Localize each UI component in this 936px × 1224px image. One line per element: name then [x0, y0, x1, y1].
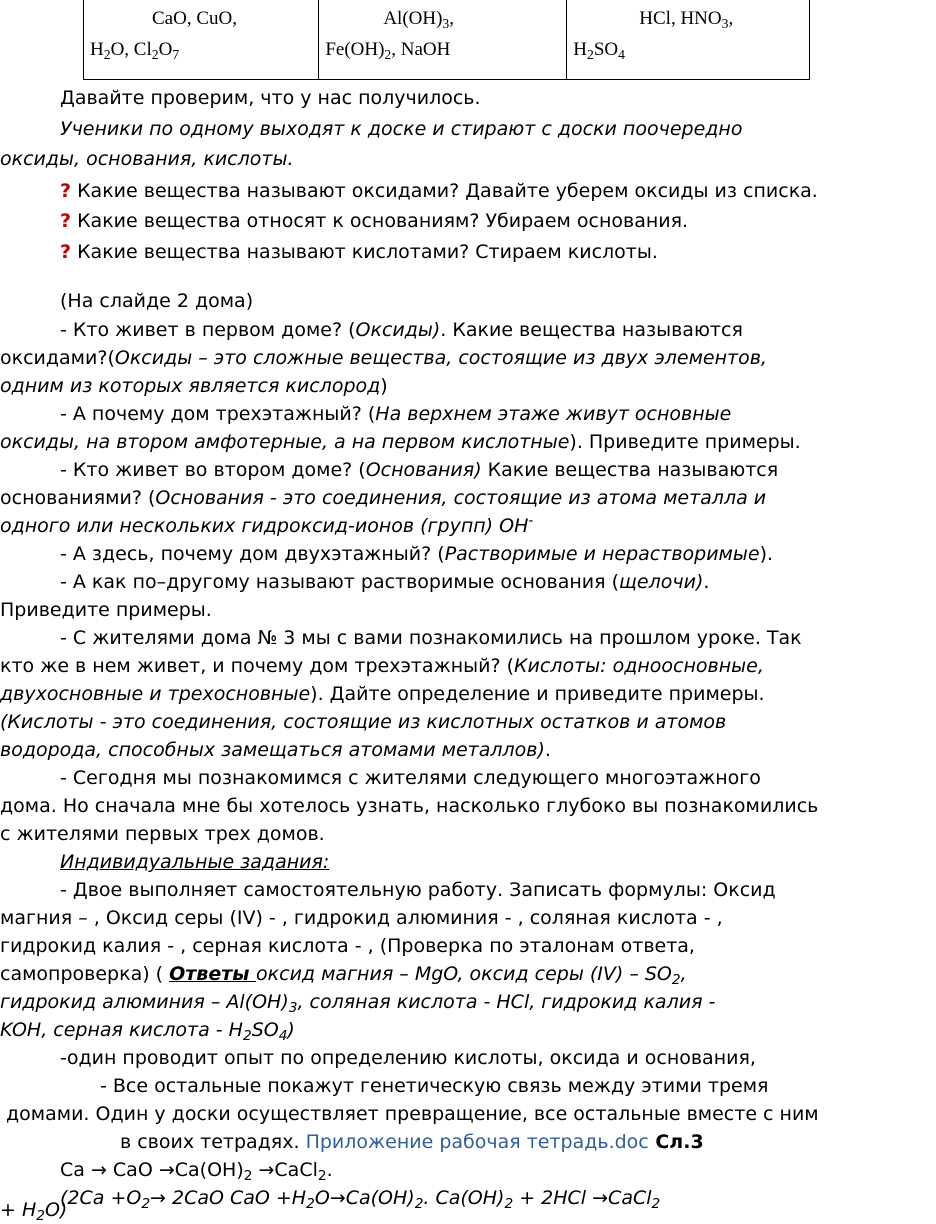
paragraph: оксиды, основания, кислоты.: [0, 148, 294, 170]
paragraph: основаниями? (Основания - это соединения, состоящие из атома металла и: [0, 487, 767, 509]
paragraph: оксидами?(Оксиды – это сложные вещества, состоящие из двух элементов,: [0, 347, 767, 369]
paragraph: - А как по–другому называют растворимые основания (щелочи).: [60, 571, 710, 593]
paragraph: кто же в нем живет, и почему дом трехэтажный? (Кислоты: одноосновные,: [0, 655, 764, 677]
workbook-attachment-link[interactable]: Приложение рабочая тетрадь.doc: [305, 1131, 649, 1153]
paragraph: - А здесь, почему дом двухэтажный? (Растворимые и нерастворимые).: [60, 543, 774, 565]
question-line: ? Какие вещества относят к основаниям? Убираем основания.: [60, 210, 689, 232]
paragraph: - Кто живет в первом доме? (Оксиды). Какие вещества называются: [60, 319, 743, 341]
cell-text: $Fe(OH)_2$, NaOH: [325, 39, 451, 62]
right-arrow-icon: →: [158, 1159, 175, 1181]
table-cell-bases: [319, 0, 567, 80]
substances-table: [83, 0, 810, 80]
cell-text: $Al(OH)_3$,: [383, 8, 455, 31]
right-arrow-icon: →: [592, 1187, 609, 1209]
paragraph: - С жителями дома № 3 мы с вами познакомились на прошлом уроке. Так: [60, 627, 802, 649]
cell-text: $H_2SO_4$: [573, 39, 625, 62]
question-mark-icon: ?: [60, 180, 72, 202]
paragraph: Ученики по одному выходят к доске и стирают с доски поочередно: [60, 118, 743, 140]
paragraph: одного или нескольких гидроксид-ионов (групп) OH-: [0, 512, 534, 537]
paragraph: - Сегодня мы познакомимся с жителями следующего многоэтажного: [60, 767, 761, 789]
right-arrow-icon: →: [90, 1159, 107, 1181]
paragraph: (На слайде 2 дома): [60, 290, 254, 312]
cell-text: $H_2O$, $Cl_2O_7$: [90, 39, 180, 62]
paragraph: - Кто живет во втором доме? (Основания) Какие вещества называются: [60, 459, 779, 481]
paragraph: двухосновные и трехосновные). Дайте определение и приведите примеры.: [0, 683, 765, 705]
paragraph: KOH, серная кислота - $H_2SO_4$): [0, 1019, 295, 1044]
question-line: ? Какие вещества называют оксидами? Давайте уберем оксиды из списка.: [60, 180, 818, 202]
cell-text: CaO, CuO,: [152, 8, 237, 29]
paragraph: домами. Один у доски осуществляет превращение, все остальные вместе с ним: [6, 1103, 819, 1125]
paragraph: (Кислоты - это соединения, состоящие из кислотных остатков и атомов: [0, 711, 727, 733]
paragraph: оксиды, на втором амфотерные, а на первом кислотные). Приведите примеры.: [0, 431, 801, 453]
paragraph: - Двое выполняет самостоятельную работу. Записать формулы: Оксид: [60, 879, 776, 901]
right-arrow-icon: →: [329, 1187, 346, 1209]
paragraph: Приведите примеры.: [0, 599, 212, 621]
paragraph: с жителями первых трех домов.: [0, 823, 325, 845]
paragraph: -один проводит опыт по определению кислоты, оксида и основания,: [60, 1047, 756, 1069]
cell-text: HCl, $HNO_3$,: [639, 8, 734, 31]
right-arrow-icon: →: [150, 1187, 166, 1209]
paragraph: - А почему дом трехэтажный? (На верхнем этаже живут основные: [60, 403, 732, 425]
question-mark-icon: ?: [60, 241, 72, 263]
paragraph: - Все остальные покажут генетическую связь между этими тремя: [100, 1075, 769, 1097]
paragraph: гидрокид калия - , серная кислота - , (Проверка по эталонам ответа,: [0, 935, 695, 957]
question-line: ? Какие вещества называют кислотами? Стираем кислоты.: [60, 241, 658, 263]
paragraph: Давайте проверим, что у нас получилось.: [60, 87, 481, 109]
section-heading: Индивидуальные задания:: [60, 851, 330, 873]
paragraph: одним из которых является кислород): [0, 375, 388, 397]
paragraph: самопроверка) ( Ответы оксид магния – MgO, оксид серы $(IV) - SO_2$,: [0, 963, 687, 988]
reaction-chain: Ca → CaO $\to Ca(OH)_2$ →CaCl$_2$.: [0, 1156, 876, 1184]
reaction-equations-continued: + $H_2O$): [0, 1199, 68, 1224]
paragraph: магния – , Оксид серы (IV) - , гидрокид алюминия - , соляная кислота - ,: [0, 907, 723, 929]
paragraph: гидрокид алюминия – $Al(OH)_3$, соляная кислота - HCl, гидрокид калия -: [0, 991, 716, 1016]
right-arrow-icon: →: [258, 1159, 275, 1181]
table-cell-oxides: [84, 0, 319, 80]
table-cell-acids: [567, 0, 810, 80]
paragraph: водорода, способных замещаться атомами металлов).: [0, 739, 551, 761]
question-mark-icon: ?: [60, 210, 72, 232]
reaction-equations: ($2Ca +O_2\to 2CaO$ CaO $+H_2O\to Ca(OH)_2$. $Ca(OH)_2 + 2HCl$ →CaCl$_2$: [0, 1184, 876, 1212]
paragraph: дома. Но сначала мне бы хотелось узнать, насколько глубоко вы познакомились: [0, 795, 819, 817]
paragraph: в своих тетрадях. Приложение рабочая тетрадь.doc Сл.3: [120, 1131, 704, 1153]
